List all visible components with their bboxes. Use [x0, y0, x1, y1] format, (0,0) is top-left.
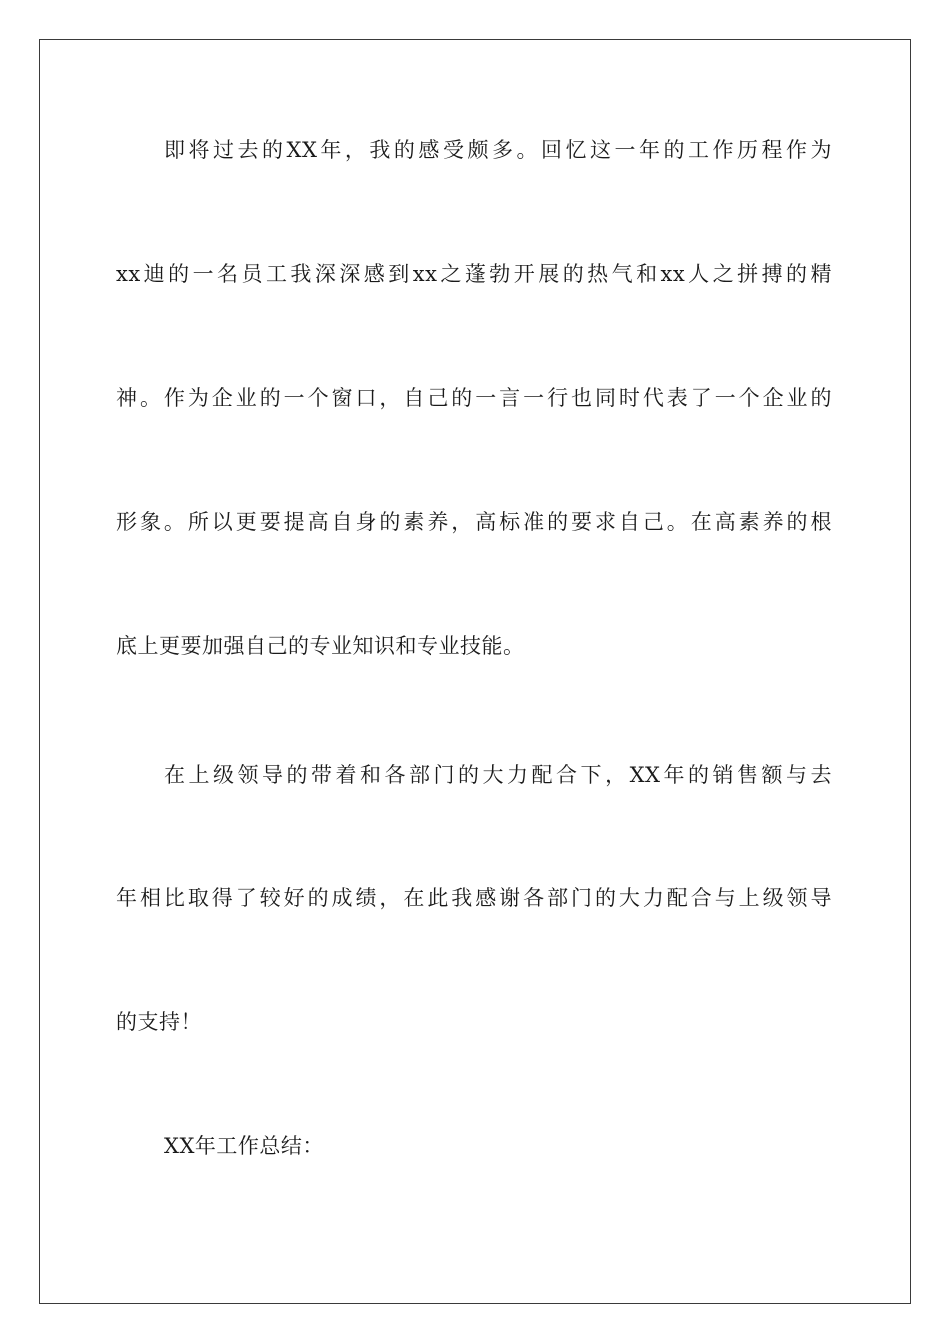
- paragraph-1-line-5: 底上更要加强自己的专业知识和专业技能。: [116, 634, 525, 658]
- paragraph-2-line-2: 年相比取得了较好的成绩，在此我感谢各部门的大力配合与上级领导: [116, 886, 832, 910]
- paragraph-2-line-3: 的支持！: [116, 1010, 202, 1034]
- paragraph-1-line-2: xx迪的一名员工我深深感到xx之蓬勃开展的热气和xx人之拼搏的精: [116, 262, 832, 286]
- paragraph-1-line-1: 即将过去的XX年，我的感受颇多。回忆这一年的工作历程作为: [164, 138, 832, 162]
- page-border: [39, 39, 911, 1304]
- paragraph-1-line-4: 形象。所以更要提高自身的素养，高标准的要求自己。在高素养的根: [116, 510, 832, 534]
- paragraph-2-line-1: 在上级领导的带着和各部门的大力配合下，XX年的销售额与去: [164, 763, 832, 787]
- section-heading-work-summary: XX年工作总结：: [164, 1134, 324, 1158]
- paragraph-1-line-3: 神。作为企业的一个窗口，自己的一言一行也同时代表了一个企业的: [116, 386, 832, 410]
